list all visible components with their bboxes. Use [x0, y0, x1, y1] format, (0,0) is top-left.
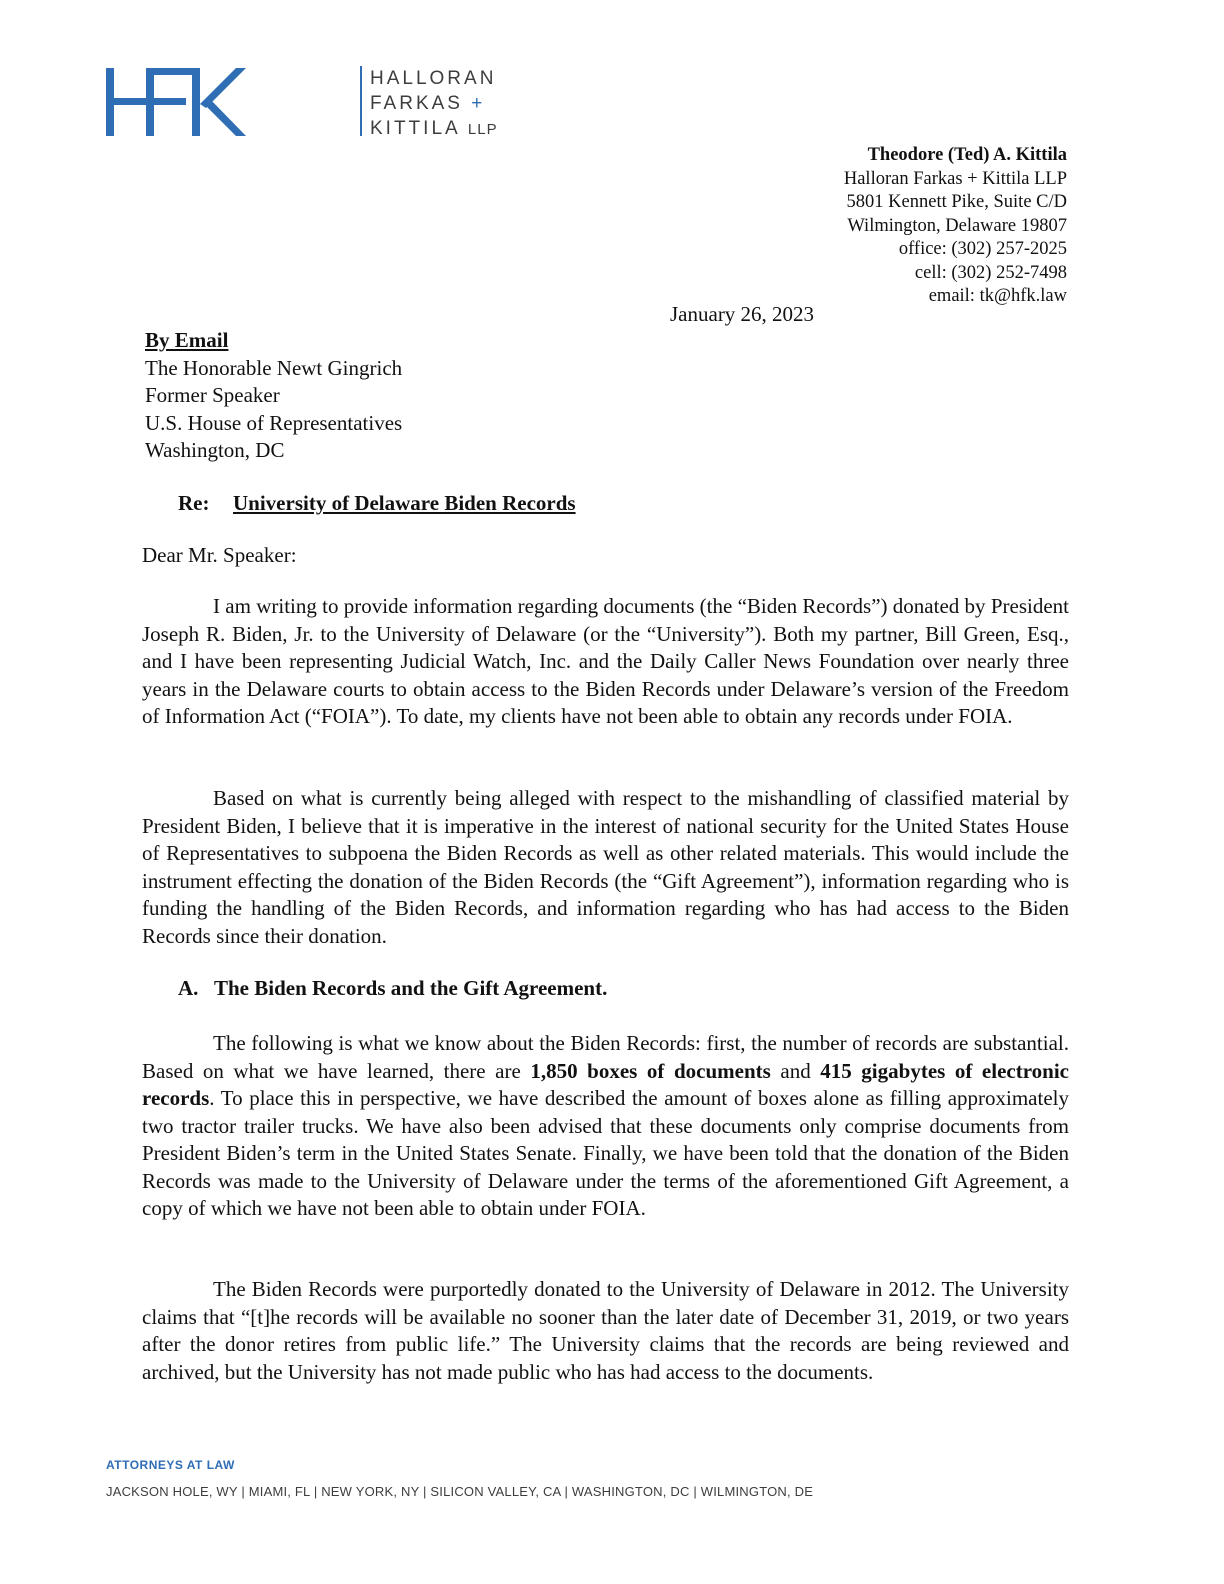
delivery-method: By Email	[145, 328, 229, 352]
hfk-logo-mark	[106, 66, 246, 138]
section-a-heading	[178, 976, 607, 1001]
salutation: Dear Mr. Speaker:	[142, 543, 297, 567]
addressee-block	[145, 327, 402, 465]
addressee-line2: Former Speaker	[145, 383, 280, 407]
paragraph-3-text-d: . To place this in perspective, we have described the amount of boxes alone as filling approximately two tractor trailer trucks. We have also been advised that these documents only comprise documents from President Biden’s term in the United States Senate. Finally, we have been told that the donation of the Biden Records was made to the University of Delaware under the terms of the aforementioned Gift Agreement, a copy of which we have not been able to obtain under FOIA.	[142, 1086, 1069, 1220]
body-paragraph-2: Based on what is currently being alleged with respect to the mishandling of classified material by President Biden, I believe that it is imperative in the interest of national security for the United States House of Representatives to subpoena the Biden Records as well as other related materials. This would include the instrument effecting the donation of the Biden Records (the “Gift Agreement”), information regarding who is funding the handling of the Biden Records, and information regarding who has had access to the Biden Records since their donation.	[142, 786, 1069, 948]
firm-name-line2: FARKAS	[370, 93, 463, 114]
footer-office-locations: JACKSON HOLE, WY | MIAMI, FL | NEW YORK, NY | SILICON VALLEY, CA | WASHINGTON, DC | WILMINGTON, DE	[106, 1484, 814, 1499]
paragraph-3-text-c: and	[770, 1058, 821, 1083]
sender-address1: 5801 Kennett Pike, Suite C/D	[846, 192, 1067, 212]
footer-tagline: ATTORNEYS AT LAW	[106, 1458, 235, 1472]
paragraph-3-text-a: The following is what we know about the Biden Records: first, the number of records are substantial. Based on what we have learned, there are	[142, 1031, 1069, 1083]
body-paragraph-3	[142, 1030, 1069, 1223]
sender-cell-phone: cell: (302) 252-7498	[914, 262, 1067, 283]
firm-name-plus: +	[471, 93, 486, 114]
firm-name-llp: LLP	[467, 121, 498, 138]
logo-divider	[360, 66, 362, 136]
addressee-line3: U.S. House of Representatives	[145, 410, 403, 435]
addressee-line4: Washington, DC	[145, 438, 285, 462]
sender-firm: Halloran Farkas + Kittila LLP	[843, 168, 1067, 189]
firm-logo	[106, 66, 498, 140]
section-a-letter: A.	[178, 976, 199, 1000]
re-label: Re:	[178, 491, 210, 515]
firm-name	[370, 66, 498, 142]
sender-name: Theodore (Ted) A. Kittila	[867, 145, 1067, 165]
addressee-line1: The Honorable Newt Gingrich	[145, 355, 403, 380]
sender-address2: Wilmington, Delaware 19807	[847, 215, 1067, 236]
firm-name-line1: HALLORAN	[370, 68, 497, 89]
sender-email: email: tk@hfk.law	[928, 286, 1067, 306]
re-line	[178, 491, 576, 516]
gigabytes-emphasis: 415 gigabytes of electronic records	[142, 1058, 1069, 1110]
section-a-title: The Biden Records and the Gift Agreement.	[214, 976, 608, 1000]
sender-office-phone: office: (302) 257-2025	[898, 239, 1067, 259]
sender-block	[844, 144, 1067, 309]
re-subject: University of Delaware Biden Records	[233, 491, 576, 515]
body-paragraph-1: I am writing to provide information regarding documents (the “Biden Records”) donated by President Joseph R. Biden, Jr. to the University of Delaware (or the “University”). Both my partner, Bill Green, Esq., and I have been representing Judicial Watch, Inc. and the Daily Caller News Foundation over nearly three years in the Delaware courts to obtain access to the Biden Records under Delaware’s version of the Freedom of Information Act (“FOIA”). To date, my clients have not been able to obtain any records under FOIA.	[142, 594, 1069, 728]
boxes-count-emphasis: 1,850 boxes of documents	[530, 1058, 771, 1083]
letter-footer	[106, 1458, 813, 1499]
firm-name-line3: KITTILA	[370, 118, 460, 139]
body-paragraph-4: The Biden Records were purportedly donated to the University of Delaware in 2012. The University claims that “[t]he records will be available no sooner than the later date of December 31, 2019, or two years after the donor retires from public life.” The University claims that the records are being reviewed and archived, but the University has not made public who has had access to the documents.	[142, 1277, 1069, 1384]
letter-date: January 26, 2023	[670, 302, 815, 326]
